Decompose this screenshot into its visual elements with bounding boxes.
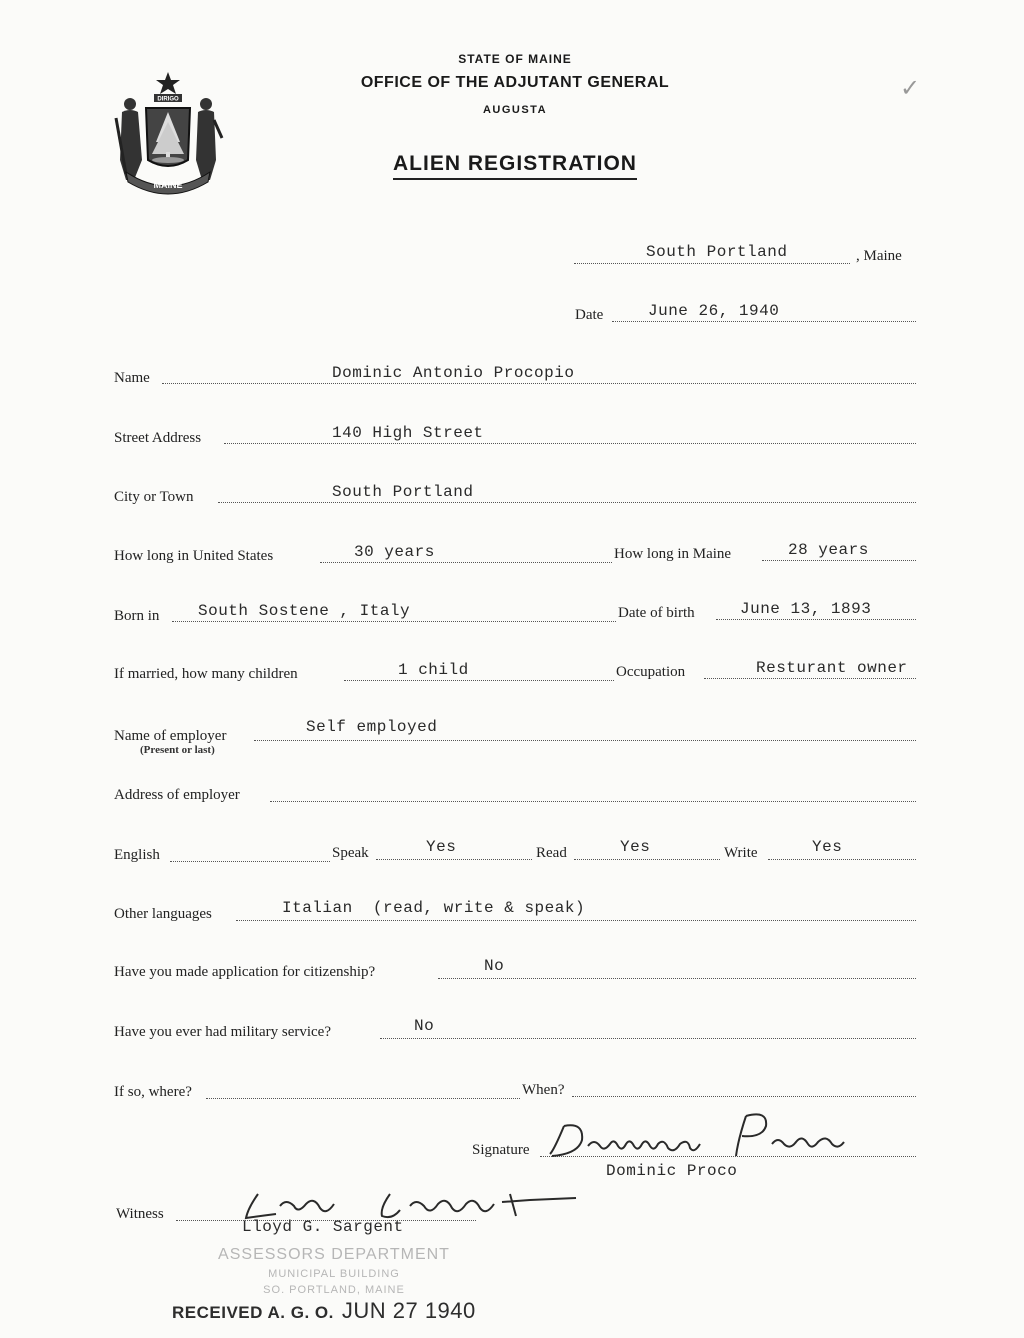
witness-typed: Lloyd G. Sargent	[242, 1218, 404, 1236]
maine-time-line	[762, 560, 916, 561]
us-time-line	[320, 562, 612, 563]
english-line	[170, 861, 330, 862]
city-label: City or Town	[114, 489, 194, 505]
city-value: South Portland	[332, 483, 474, 501]
employer-sublabel: (Present or last)	[140, 744, 215, 756]
received-date: JUN 27 1940	[341, 1298, 476, 1323]
received-prefix: RECEIVED A. G. O.	[172, 1303, 334, 1322]
maine-time-label: How long in Maine	[614, 546, 732, 562]
street-value: 140 High Street	[332, 424, 484, 442]
when-label: When?	[522, 1082, 565, 1098]
seal-motto: DIRIGO	[157, 96, 179, 103]
when-line	[572, 1096, 916, 1097]
born-line	[172, 621, 616, 622]
checkmark-icon: ✓	[900, 74, 921, 102]
us-time-label: How long in United States	[114, 548, 274, 564]
write-line	[768, 859, 916, 860]
citizenship-value: No	[484, 957, 505, 975]
speak-line	[376, 859, 532, 860]
read-value: Yes	[620, 838, 651, 856]
name-label: Name	[114, 370, 150, 386]
employer-value: Self employed	[306, 718, 438, 736]
speak-value: Yes	[426, 838, 457, 856]
born-label: Born in	[114, 608, 160, 624]
stamp-line-1: ASSESSORS DEPARTMENT	[218, 1246, 450, 1263]
street-label: Street Address	[114, 430, 202, 446]
read-line	[574, 859, 720, 860]
form-title-text: ALIEN REGISTRATION	[393, 152, 637, 180]
english-label: English	[114, 847, 160, 863]
form-title	[330, 152, 700, 176]
place-value: South Portland	[646, 243, 788, 261]
occupation-line	[704, 678, 916, 679]
read-label: Read	[536, 845, 567, 861]
where-line	[206, 1098, 520, 1099]
other-languages-line	[236, 920, 916, 921]
stamp-line-2: MUNICIPAL BUILDING	[268, 1268, 400, 1280]
received-stamp	[172, 1298, 476, 1324]
occupation-label: Occupation	[616, 664, 686, 680]
name-value: Dominic Antonio Procopio	[332, 364, 575, 382]
speak-label: Speak	[332, 845, 369, 861]
dob-value: June 13, 1893	[740, 600, 872, 618]
citizenship-line	[438, 978, 916, 979]
witness-label: Witness	[116, 1206, 164, 1222]
place-suffix: , Maine	[856, 248, 902, 264]
seal-banner: MAINE	[153, 180, 183, 190]
stamp-line-3: SO. PORTLAND, MAINE	[263, 1284, 405, 1296]
date-line	[612, 321, 916, 322]
write-value: Yes	[812, 838, 843, 856]
city-line	[218, 502, 916, 503]
born-value: South Sostene , Italy	[198, 602, 411, 620]
employer-line	[254, 740, 916, 741]
occupation-value: Resturant owner	[756, 659, 908, 677]
dob-label: Date of birth	[618, 605, 695, 621]
other-languages-label: Other languages	[114, 906, 212, 922]
children-value: 1 child	[398, 661, 469, 679]
citizenship-label: Have you made application for citizenship?	[114, 964, 376, 980]
employer-label: Name of employer	[114, 728, 227, 744]
us-time-value: 30 years	[354, 543, 435, 561]
where-label: If so, where?	[114, 1084, 192, 1100]
signature-handwriting	[540, 1104, 880, 1164]
children-label: If married, how many children	[114, 666, 298, 682]
employer-address-label: Address of employer	[114, 787, 240, 803]
military-value: No	[414, 1017, 435, 1035]
dob-line	[716, 619, 916, 620]
employer-address-line	[270, 801, 916, 802]
date-label: Date	[575, 307, 604, 323]
other-languages-value: Italian (read, write & speak)	[282, 899, 586, 917]
military-line	[380, 1038, 916, 1039]
signature-typed: Dominic Proco	[606, 1162, 738, 1180]
date-value: June 26, 1940	[648, 302, 780, 320]
place-line	[574, 263, 850, 264]
state-seal-icon	[112, 68, 224, 196]
children-line	[344, 680, 614, 681]
maine-time-value: 28 years	[788, 541, 869, 559]
write-label: Write	[724, 845, 758, 861]
header-city: AUGUSTA	[482, 104, 548, 116]
header-state: STATE OF MAINE	[458, 52, 572, 66]
military-label: Have you ever had military service?	[114, 1024, 331, 1040]
name-line	[162, 383, 916, 384]
street-line	[224, 443, 916, 444]
header-office: OFFICE OF THE ADJUTANT GENERAL	[360, 74, 670, 91]
signature-label: Signature	[472, 1142, 530, 1158]
